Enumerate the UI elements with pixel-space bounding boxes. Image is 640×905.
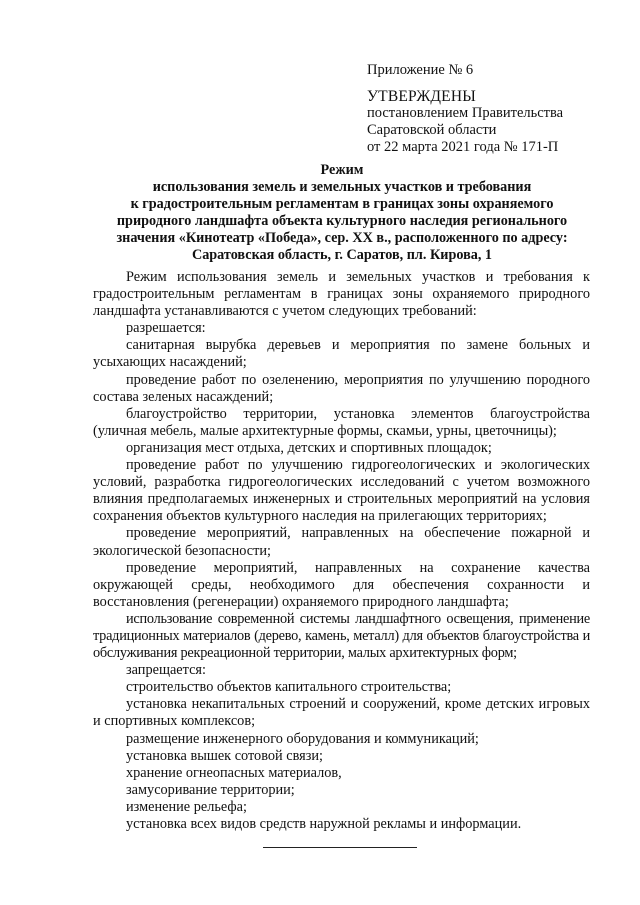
body-paragraph: установка некапитальных строений и сооружений, кроме детских игровых и спортивных комплексов;	[93, 696, 590, 730]
body-paragraph: строительство объектов капитального строительства;	[126, 679, 452, 696]
body-paragraph: размещение инженерного оборудования и коммуникаций;	[126, 730, 479, 747]
body-paragraph: установка вышек сотовой связи;	[126, 747, 323, 764]
body-paragraph: запрещается:	[126, 662, 206, 679]
body-paragraph: хранение огнеопасных материалов,	[126, 764, 342, 781]
document-title	[92, 162, 592, 264]
title-line: Саратовская область, г. Саратов, пл. Кирова, 1	[191, 247, 493, 263]
body-paragraph: использование современной системы ландшафтного освещения, применение традиционных материалов (дерево, камень, металл) для объектов благоустройства и обслуживания рекреационной территории, малых архитектурных форм;	[93, 610, 590, 662]
title-line: природного ландшафта объекта культурного наследия регионального	[116, 213, 568, 229]
body-paragraph: установка всех видов средств наружной рекламы и информации.	[126, 816, 522, 832]
approved-heading: УТВЕРЖДЕНЫ	[367, 88, 476, 105]
approval-date: от 22 марта 2021 года № 171-П	[367, 139, 559, 155]
body-paragraph: проведение работ по озеленению, мероприятия по улучшению породного состава зеленых насаждений;	[93, 371, 590, 405]
title-line: Режим	[320, 162, 364, 178]
approval-line: Саратовской области	[367, 122, 497, 138]
approval-line: постановлением Правительства	[367, 105, 564, 121]
title-line: использования земель и земельных участков и требования	[152, 179, 532, 195]
body-paragraph: изменение рельефа;	[126, 798, 247, 815]
body-paragraph: организация мест отдыха, детских и спортивных площадок;	[126, 439, 492, 456]
title-line: значения «Кинотеатр «Победа», сер. XX в., расположенного по адресу:	[116, 230, 568, 246]
body-paragraph: проведение работ по улучшению гидрогеологических и экологических условий, разработка гидрогеологических исследований с учетом возможного влияния предполагаемых инженерных и строительных мероприятий на условия сохранения объектов культурного наследия на прилегающих территориях;	[93, 457, 590, 525]
body-paragraph: благоустройство территории, установка элементов благоустройства (уличная мебель, малые архитектурные формы, скамьи, урны, цветочницы);	[93, 405, 590, 439]
approval-block	[367, 62, 617, 156]
footer-divider	[263, 847, 417, 848]
body-paragraph: проведение мероприятий, направленных на сохранение качества окружающей среды, необходимого для обеспечения сохранности и восстановления (регенерации) охраняемого природного ландшафта;	[93, 559, 590, 610]
body-paragraph: санитарная вырубка деревьев и мероприятия по замене больных и усыхающих насаждений;	[93, 337, 590, 371]
document-body	[93, 269, 590, 833]
body-paragraph: Режим использования земель и земельных участков и требования к градостроительным регламентам в границах зоны охраняемого природного ландшафта устанавливаются с учетом следующих требований:	[93, 269, 590, 320]
body-paragraph: замусоривание территории;	[126, 781, 295, 798]
annex-number: Приложение № 6	[367, 62, 474, 78]
body-paragraph: разрешается:	[126, 320, 206, 337]
title-line: к градостроительным регламентам в границах зоны охраняемого	[130, 196, 554, 212]
body-paragraph: проведение мероприятий, направленных на обеспечение пожарной и экологической безопасности;	[93, 525, 590, 559]
